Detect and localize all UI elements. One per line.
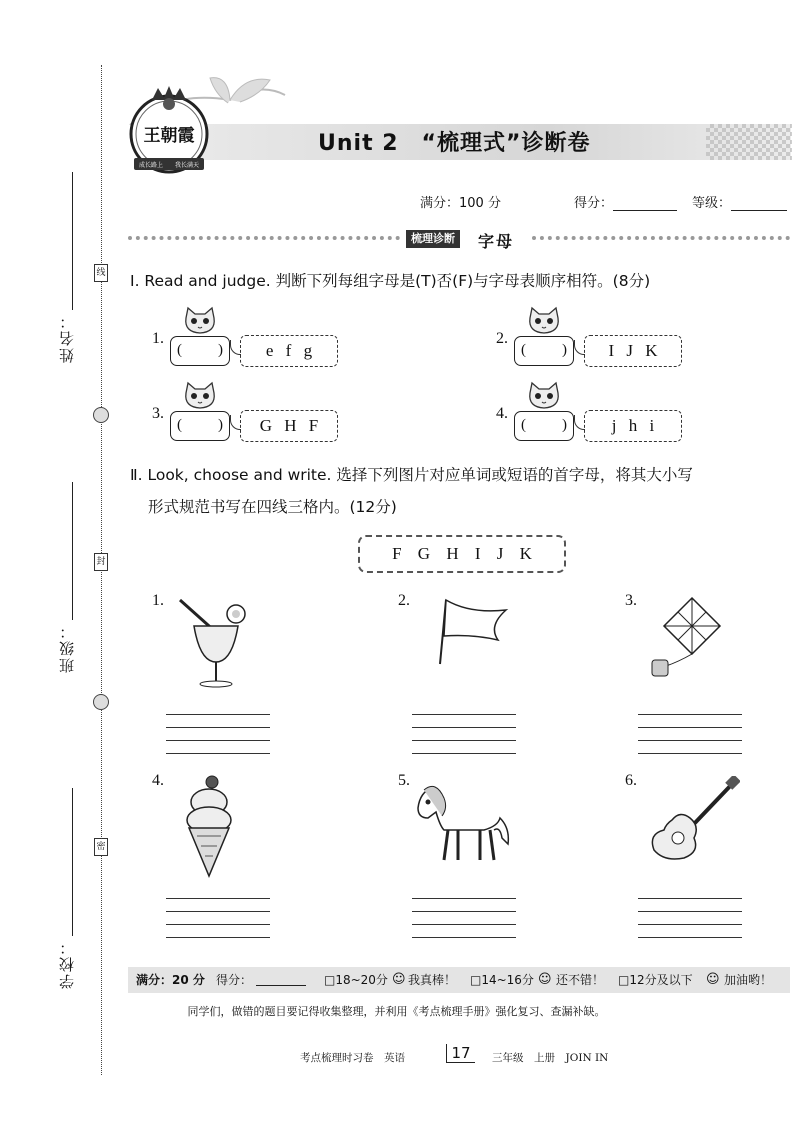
- school-blank-line[interactable]: [72, 788, 73, 936]
- letter-group: G H F: [240, 410, 338, 442]
- score-field: 得分：: [574, 192, 677, 211]
- book-title: 考点梳理时习卷 英语: [300, 1052, 405, 1064]
- writing-lines[interactable]: [166, 898, 270, 938]
- brand-name: 王朝霞: [143, 126, 195, 146]
- q1-item-number: 1.: [152, 330, 164, 347]
- section-title: 字母: [478, 232, 515, 251]
- q1-item-number: 2.: [496, 330, 508, 347]
- answer-box[interactable]: ( ): [170, 411, 230, 441]
- writing-lines[interactable]: [412, 898, 516, 938]
- page-title: Unit 2 “梳理式”诊断卷: [318, 131, 591, 156]
- q2-instruction-line1: Ⅱ. Look, choose and write. 选择下列图片对应单词或短语的首字母，将其大小写: [130, 466, 693, 484]
- section-tag: 梳理诊断: [406, 230, 460, 248]
- section-score-blank[interactable]: [256, 985, 306, 986]
- seal-line: 线: [94, 264, 108, 282]
- cat-icon: [180, 381, 220, 411]
- q1-item-number: 4.: [496, 405, 508, 422]
- cat-icon: [524, 381, 564, 411]
- grade-field: 等级：: [692, 192, 787, 211]
- ice-cream-icon: [182, 774, 236, 878]
- horse-icon: [414, 782, 514, 866]
- punch-hole: [93, 694, 109, 710]
- school-label: 学校：: [58, 938, 76, 989]
- class-blank-line[interactable]: [72, 482, 73, 620]
- writing-lines[interactable]: [412, 714, 516, 754]
- level-1-text: 我真棒！: [408, 973, 457, 987]
- flag-icon: [432, 596, 512, 668]
- seal-seal: 封: [94, 553, 108, 571]
- book-grade: 三年级 上册 JOIN IN: [492, 1052, 609, 1064]
- level-2[interactable]: □14~16分: [470, 973, 534, 987]
- section-dots-right: [532, 236, 790, 248]
- section-full-score: 满分：20 分: [136, 973, 205, 987]
- class-label: 班级：: [58, 622, 76, 673]
- section-dots-left: [128, 236, 400, 248]
- seal-secret: 密: [94, 838, 108, 856]
- smile-icon: ☺: [392, 972, 406, 987]
- q1-item-number: 3.: [152, 405, 164, 422]
- letter-group: e f g: [240, 335, 338, 367]
- answer-box[interactable]: ( ): [514, 411, 574, 441]
- review-tip: 同学们，做错的题目要记得收集整理，并利用《考点梳理手册》强化复习、查漏补缺。: [187, 1005, 606, 1018]
- section-score-label: 得分：: [216, 973, 253, 987]
- q2-instruction-line2: 形式规范书写在四线三格内。(12分): [148, 498, 397, 516]
- guitar-icon: [650, 776, 740, 862]
- smile-icon: ☺: [538, 972, 552, 987]
- punch-hole: [93, 407, 109, 423]
- name-label: 姓名：: [58, 312, 76, 363]
- q2-item-number: 5.: [398, 772, 410, 789]
- q2-item-number: 3.: [625, 592, 637, 609]
- name-blank-line[interactable]: [72, 172, 73, 310]
- brand-logo: [124, 86, 214, 176]
- q2-item-number: 1.: [152, 592, 164, 609]
- q2-item-number: 6.: [625, 772, 637, 789]
- answer-box[interactable]: ( ): [170, 336, 230, 366]
- svg-text:我长满天: 我长满天: [174, 162, 200, 169]
- level-3-text: 加油哟！: [724, 973, 773, 987]
- page-number: 17: [446, 1044, 475, 1063]
- smile-icon: ☺: [706, 972, 720, 987]
- cat-icon: [524, 306, 564, 336]
- score-blank[interactable]: [613, 196, 677, 211]
- checker-pattern: [706, 124, 792, 160]
- score-bar: [128, 967, 790, 993]
- q2-item-number: 4.: [152, 772, 164, 789]
- level-1[interactable]: □18~20分: [324, 973, 388, 987]
- writing-lines[interactable]: [638, 714, 742, 754]
- writing-lines[interactable]: [638, 898, 742, 938]
- full-score: 满分：100 分: [420, 196, 501, 211]
- svg-text:成长路上: 成长路上: [138, 162, 164, 169]
- q2-item-number: 2.: [398, 592, 410, 609]
- writing-lines[interactable]: [166, 714, 270, 754]
- level-2-text: 还不错！: [556, 973, 605, 987]
- answer-box[interactable]: ( ): [514, 336, 574, 366]
- cat-icon: [180, 306, 220, 336]
- letter-group: I J K: [584, 335, 682, 367]
- juice-glass-icon: [178, 596, 248, 688]
- level-3[interactable]: □12分及以下: [618, 973, 693, 987]
- kite-icon: [648, 596, 724, 680]
- letter-options: F G H I J K: [358, 535, 566, 573]
- letter-group: j h i: [584, 410, 682, 442]
- grade-blank[interactable]: [731, 196, 787, 211]
- q1-instruction: Ⅰ. Read and judge. 判断下列每组字母是(T)否(F)与字母表顺序相符。(8分): [130, 272, 651, 290]
